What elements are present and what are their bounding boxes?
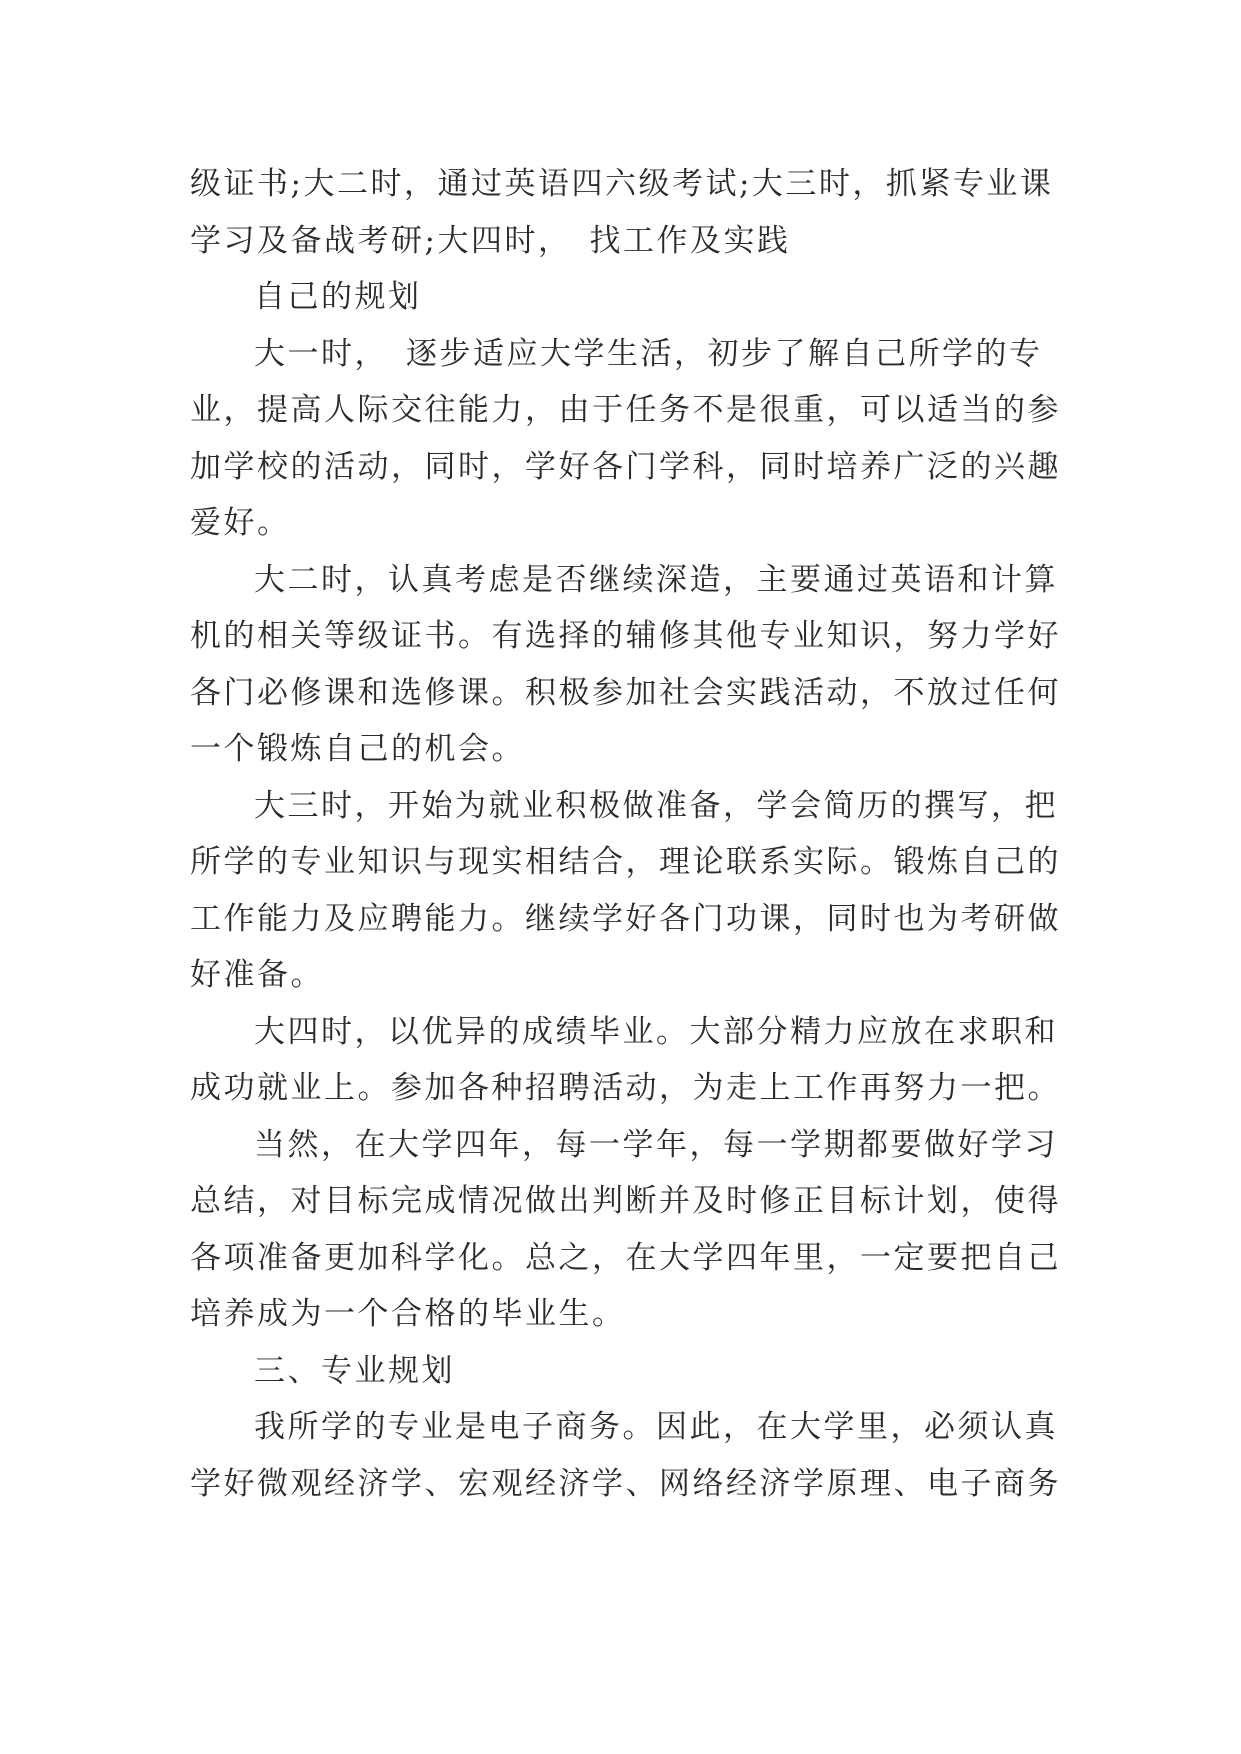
text-line: 所学的专业知识与现实相结合，理论联系实际。锻炼自己的 <box>190 844 1061 880</box>
paragraph-continuation <box>190 156 1052 269</box>
text-line: 大二时，认真考虑是否继续深造，主要通过英语和计算 <box>254 561 1058 598</box>
text-line: 加学校的活动，同时，学好各门学科，同时培养广泛的兴趣 <box>190 448 1061 485</box>
text-line: 业，提高人际交往能力，由于任务不是很重，可以适当的参 <box>190 392 1061 428</box>
text-line: 学习及备战考研;大四时， 找工作及实践 <box>190 222 791 259</box>
text-line: 大一时， 逐步适应大学生活，初步了解自己所学的专 <box>254 335 1043 372</box>
paragraph-year-two <box>190 552 1061 778</box>
text-line: 培养成为一个合格的毕业生。 <box>190 1296 626 1332</box>
text-line: 级证书;大二时，通过英语四六级考试;大三时，抓紧专业课 <box>190 166 1054 202</box>
text-line: 大四时，以优异的成绩毕业。大部分精力应放在求职和 <box>254 1013 1058 1050</box>
text-line: 一个锻炼自己的机会。 <box>190 731 525 767</box>
text-line: 各门必修课和选修课。积极参加社会实践活动，不放过任何 <box>190 674 1061 711</box>
text-line: 爱好。 <box>190 505 291 541</box>
text-line: 各项准备更加科学化。总之，在大学四年里，一定要把自己 <box>190 1239 1061 1276</box>
text-line: 大三时，开始为就业积极做准备，学会简历的撰写，把 <box>254 787 1058 824</box>
heading-text: 自己的规划 <box>254 279 422 315</box>
text-line: 总结，对目标完成情况做出判断并及时修正目标计划，使得 <box>190 1183 1061 1219</box>
paragraph-year-four <box>190 1004 1061 1117</box>
text-line: 我所学的专业是电子商务。因此，在大学里，必须认真 <box>254 1409 1058 1445</box>
paragraph-year-three <box>190 778 1061 1004</box>
paragraph-summary <box>190 1117 1061 1343</box>
text-line: 好准备。 <box>190 957 324 993</box>
text-line: 工作能力及应聘能力。继续学好各门功课，同时也为考研做 <box>190 900 1061 937</box>
text-line: 当然，在大学四年，每一学年，每一学期都要做好学习 <box>254 1126 1058 1163</box>
paragraph-major <box>190 1399 1061 1512</box>
heading-text: 三、专业规划 <box>254 1352 455 1389</box>
text-line: 学好微观经济学、宏观经济学、网络经济学原理、电子商务 <box>190 1465 1061 1502</box>
section-heading-own-plan <box>190 269 1052 326</box>
text-line: 成功就业上。参加各种招聘活动，为走上工作再努力一把。 <box>190 1070 1061 1106</box>
document-body <box>190 156 1061 1512</box>
paragraph-year-one <box>190 326 1061 552</box>
text-line: 机的相关等级证书。有选择的辅修其他专业知识，努力学好 <box>190 618 1061 654</box>
section-heading-major-plan <box>190 1343 1052 1400</box>
